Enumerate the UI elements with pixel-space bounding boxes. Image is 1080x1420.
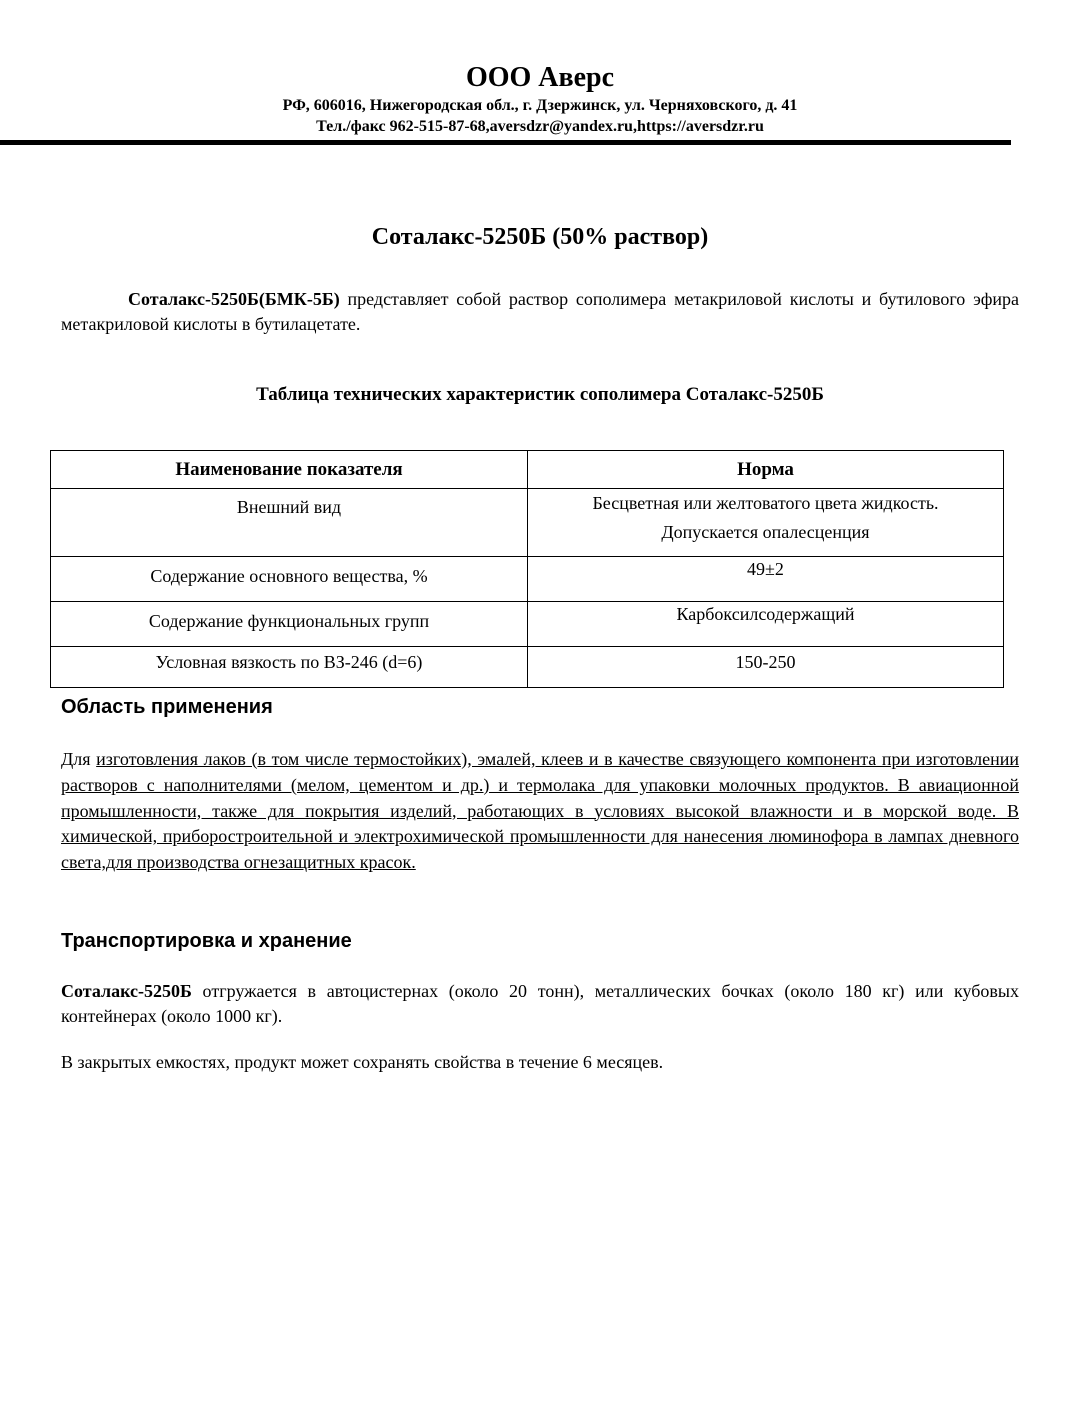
application-text: изготовления лаков (в том числе термостойких), эмалей, клеев и в качестве связующего компонента при изготовлении растворов с наполнителями (мелом, цементом и др.) и термолака для упаковки молочных продуктов. В авиационной промышленности, также для покрытия изделий, работающих в условиях высокой влажности и в морской воде. В химической, приборостроительной и электрохимической промышленности для нанесения люминофора в лампах дневного света,для производства огнезащитных красок. <box>61 749 1019 873</box>
application-heading: Область применения <box>61 696 273 718</box>
row-value-line-2: Допускается опалесценция <box>661 522 870 542</box>
table-row <box>51 647 1004 688</box>
row-value <box>528 489 1004 557</box>
company-address: РФ, 606016, Нижегородская обл., г. Дзержинск, ул. Черняховского, д. 41 <box>282 97 798 114</box>
intro-text: представляет собой раствор сополимера метакриловой кислоты и бутилового эфира метакриловой кислоты в бутилацетате. <box>61 289 1019 334</box>
transport-paragraph <box>61 979 1019 1029</box>
row-name: Условная вязкость по ВЗ-246 (d=6) <box>51 647 528 688</box>
row-name: Содержание основного вещества, % <box>51 557 528 602</box>
table-header-row <box>51 451 1004 489</box>
row-value: 49±2 <box>528 557 1004 602</box>
header-norm: Норма <box>528 451 1004 489</box>
transport-product-name: Соталакс-5250Б <box>61 981 192 1001</box>
table-row <box>51 557 1004 602</box>
table-row <box>51 602 1004 647</box>
company-name: ООО Аверс <box>465 62 615 93</box>
storage-paragraph: В закрытых емкостях, продукт может сохранять свойства в течение 6 месяцев. <box>61 1052 664 1072</box>
header-indicator: Наименование показателя <box>51 451 528 489</box>
intro-paragraph <box>61 287 1019 337</box>
transport-heading: Транспортировка и хранение <box>61 930 352 952</box>
row-name: Содержание функциональных групп <box>51 602 528 647</box>
table-title: Таблица технических характеристик сополимера Соталакс-5250Б <box>256 384 824 405</box>
transport-text: отгружается в автоцистернах (около 20 тонн), металлических бочках (около 180 кг) или кубовых контейнерах (около 1000 кг). <box>61 981 1019 1026</box>
company-contacts: Тел./факс 962-515-87-68,aversdzr@yandex.ru,https://aversdzr.ru <box>316 118 764 135</box>
row-value: 150-250 <box>528 647 1004 688</box>
header-divider <box>0 140 1011 145</box>
row-value-line-1: Бесцветная или желтоватого цвета жидкость. <box>592 493 939 513</box>
application-paragraph <box>61 747 1019 876</box>
row-value: Карбоксилсодержащий <box>528 602 1004 647</box>
specs-table <box>50 450 1004 688</box>
table-row <box>51 489 1004 557</box>
row-name: Внешний вид <box>51 489 528 557</box>
application-lead: Для <box>61 749 97 769</box>
product-title: Соталакс-5250Б (50% раствор) <box>371 224 709 250</box>
intro-product-name: Соталакс-5250Б(БМК-5Б) <box>128 289 340 309</box>
